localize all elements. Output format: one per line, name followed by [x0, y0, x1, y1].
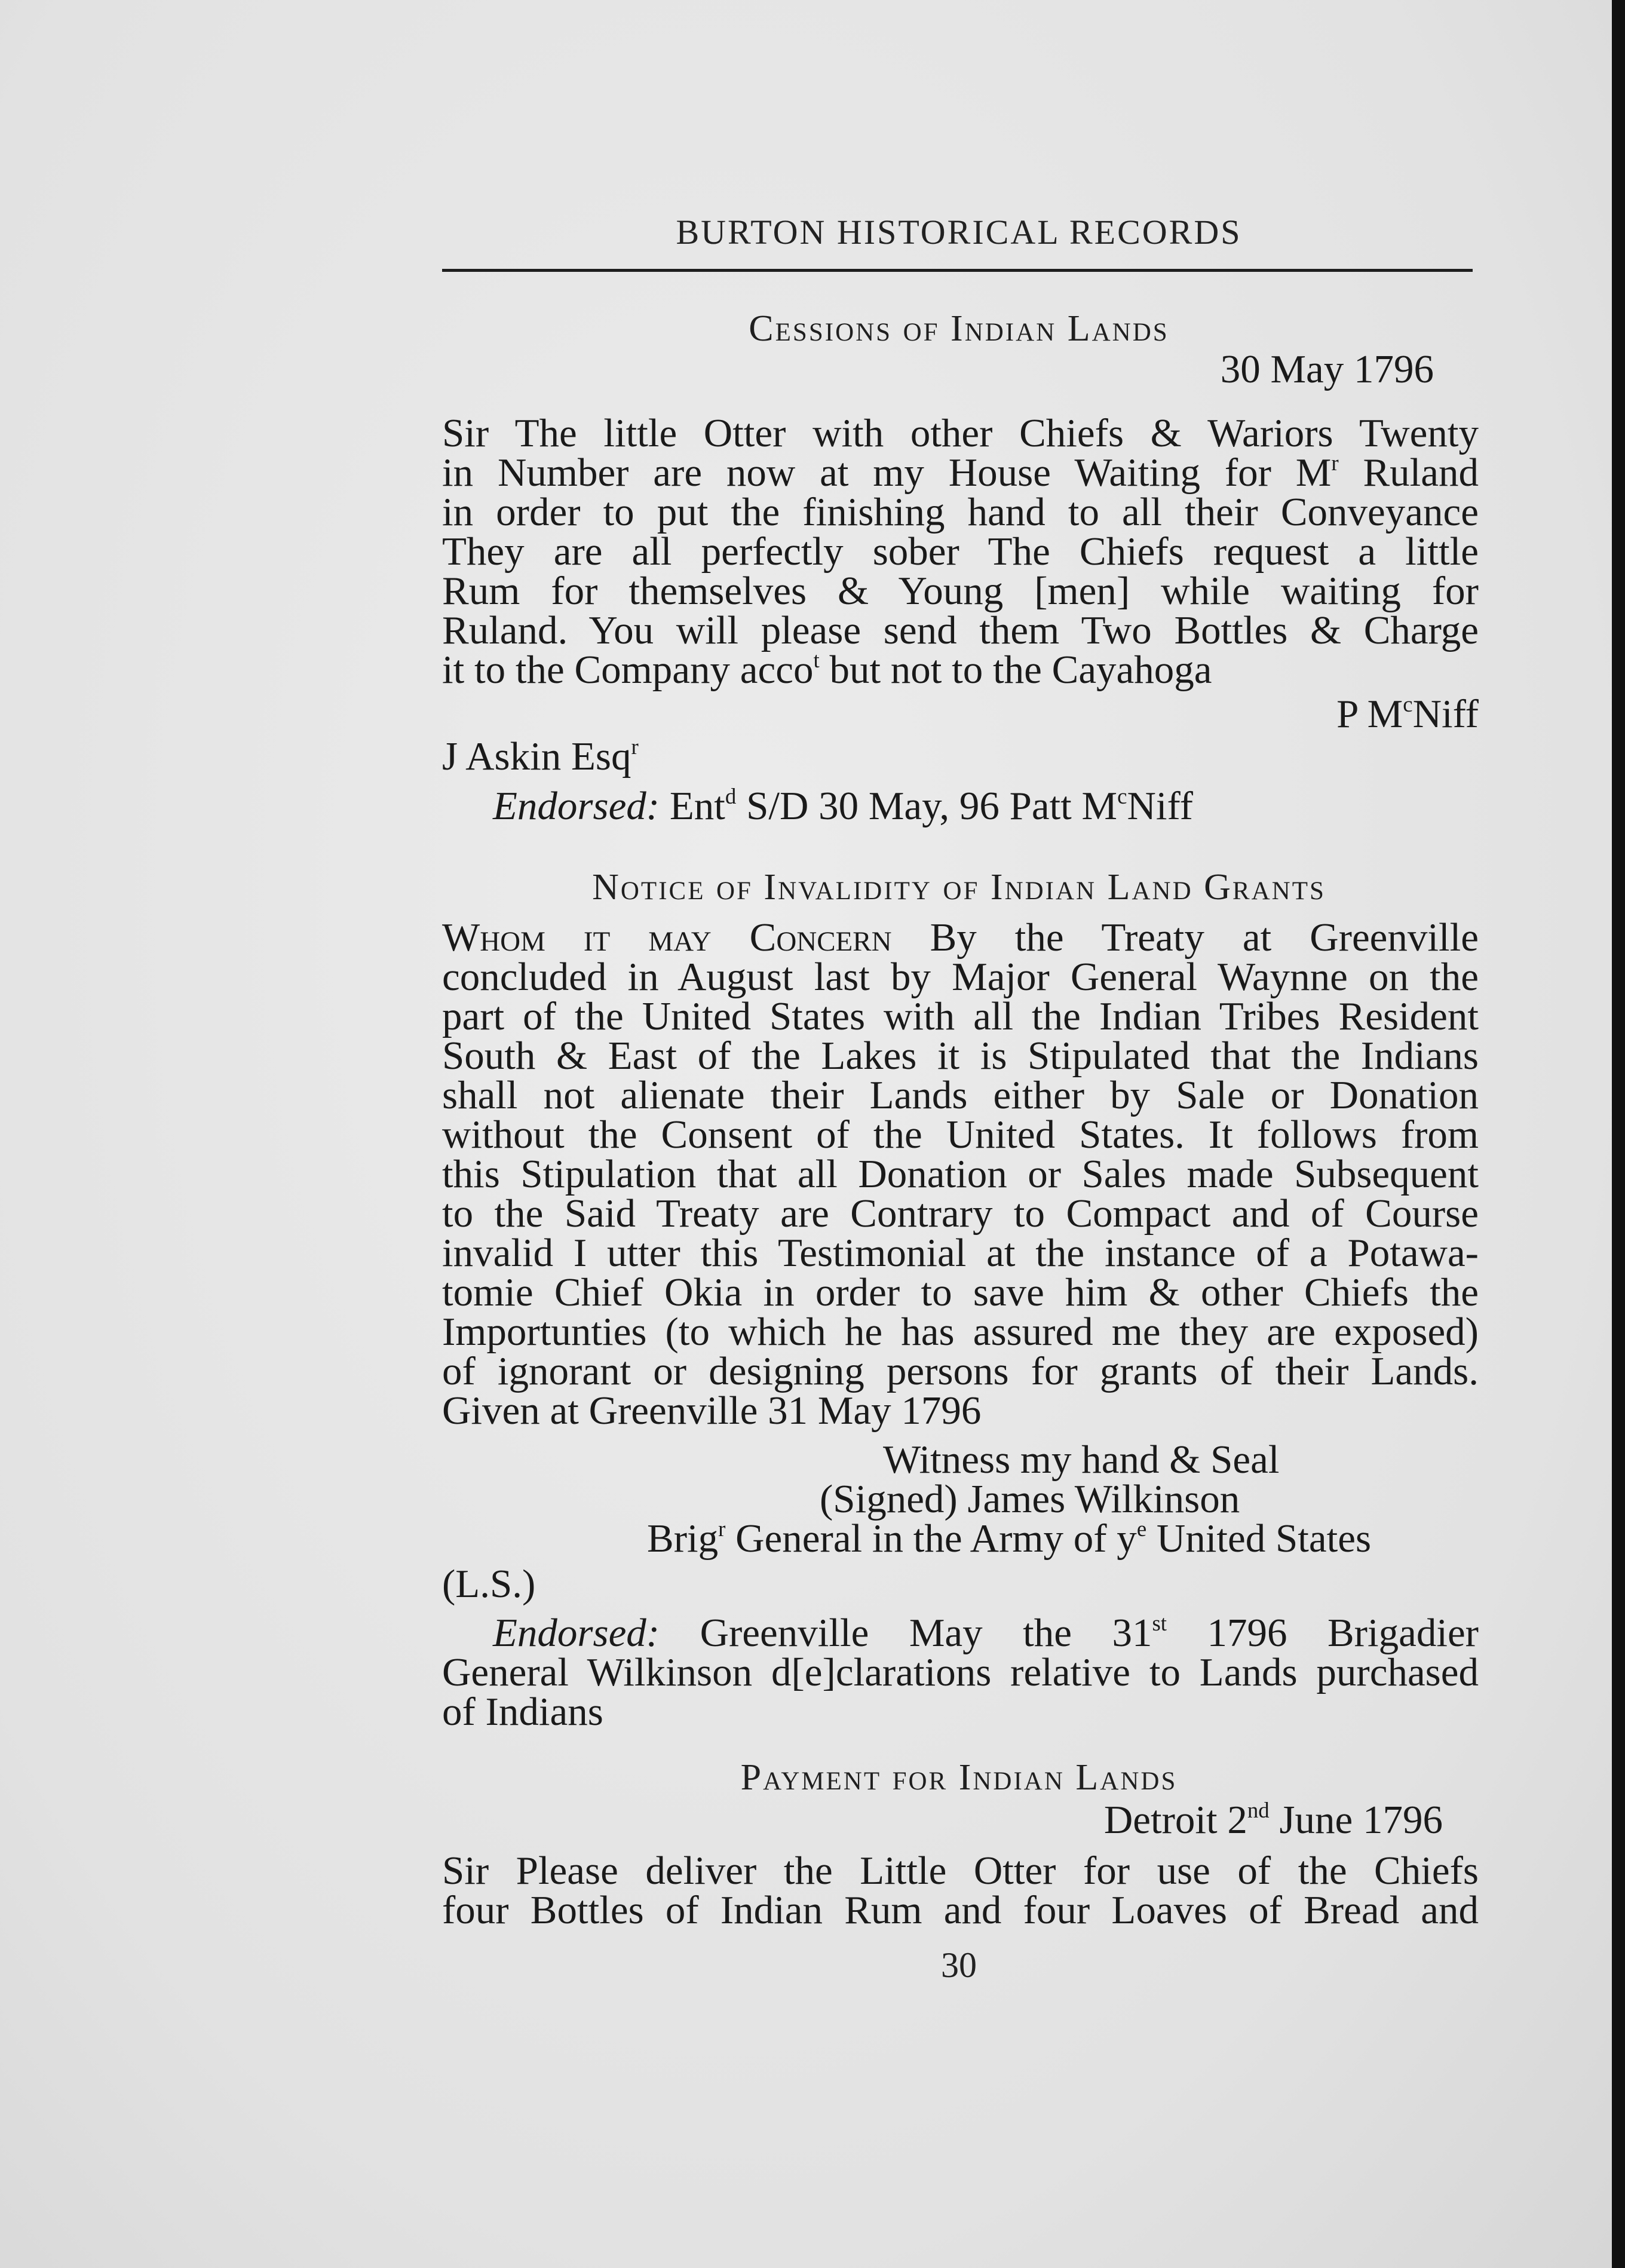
header-rule: [442, 269, 1473, 272]
text-line: it to the Company acco$^t$ but not to the Cayahoga: [442, 648, 1212, 692]
signed-line: (Signed) James Wilkinson: [820, 1477, 1240, 1521]
text-line: Sir Please deliver the Little Otter for use of the Chiefs: [442, 1849, 1479, 1893]
seal-mark: (L.S.): [442, 1562, 536, 1606]
text-line: without the Consent of the United States. It follows from: [442, 1112, 1479, 1157]
text-line: in Number are now at my House Waiting for $M^r$ Ruland: [442, 450, 1479, 495]
salutation: Whom it may Concern: [442, 915, 892, 960]
text-line: this Stipulation that all Donation or Sales made Subsequent: [442, 1152, 1479, 1196]
text-line: Importunties (to which he has assured me they are exposed): [442, 1310, 1479, 1354]
section-title-notice: Notice of Invalidity of Indian Land Grants: [592, 867, 1326, 908]
text-line: of Indians: [442, 1690, 603, 1734]
addressee: J Askin Esq$^r$: [442, 734, 639, 779]
endorsement-2: Endorsed: Greenville May the 31st 1796 Brigadier: [493, 1611, 1479, 1655]
text-line: Sir The little Otter with other Chiefs & Wariors Twenty: [442, 411, 1479, 455]
witness-line: Witness my hand & Seal: [883, 1438, 1280, 1482]
text-line: Ruland. You will please send them Two Bottles & Charge: [442, 608, 1479, 652]
text-line: Given at Greenville 31 May 1796: [442, 1389, 982, 1433]
text-line: They are all perfectly sober The Chiefs request a little: [442, 529, 1479, 574]
text-line: part of the United States with all the Indian Tribes Resident: [442, 994, 1479, 1038]
section-title-payment: Payment for Indian Lands: [740, 1757, 1178, 1798]
running-header: BURTON HISTORICAL RECORDS: [676, 213, 1242, 252]
text-line: four Bottles of Indian Rum and four Loaves of Bread and: [442, 1888, 1479, 1932]
signature-mcniff: P $M^cNiff$: [1336, 692, 1479, 736]
section-title-cessions: Cessions of Indian Lands: [749, 308, 1169, 349]
text-line: to the Said Treaty are Contrary to Compact and of Course: [442, 1191, 1479, 1236]
letter-date: Detroit 2nd June 1796: [1103, 1798, 1443, 1842]
scan-edge: [1612, 0, 1625, 2268]
text-line: invalid I utter this Testimonial at the instance of a Potawa-: [442, 1231, 1479, 1275]
text-line: concluded in August last by Major General Waynne on the: [442, 955, 1479, 999]
text-line: General Wilkinson d[e]clarations relative to Lands purchased: [442, 1650, 1479, 1694]
text-line: Whom it may Concern By the Treaty at Greenville: [442, 915, 1479, 960]
page-number: 30: [941, 1945, 977, 1985]
rank-line: Brig$^r$ General in the Army of $y^e$ United States: [647, 1516, 1372, 1561]
text-line: of ignorant or designing persons for grants of their Lands.: [442, 1349, 1479, 1393]
text-line: shall not alienate their Lands either by Sale or Donation: [442, 1073, 1479, 1117]
letter-date: 30 May 1796: [1220, 347, 1434, 391]
endorsement-1: Endorsed: Ent$^d$ S/D 30 May, 96 Patt $M^cNiff$: [493, 784, 1193, 828]
text-line: tomie Chief Okia in order to save him & other Chiefs the: [442, 1270, 1479, 1314]
text-line: Rum for themselves & Young [men] while waiting for: [442, 569, 1479, 613]
text-line: South & East of the Lakes it is Stipulated that the Indians: [442, 1034, 1479, 1078]
text-line: in order to put the finishing hand to all their Conveyance: [442, 490, 1479, 534]
